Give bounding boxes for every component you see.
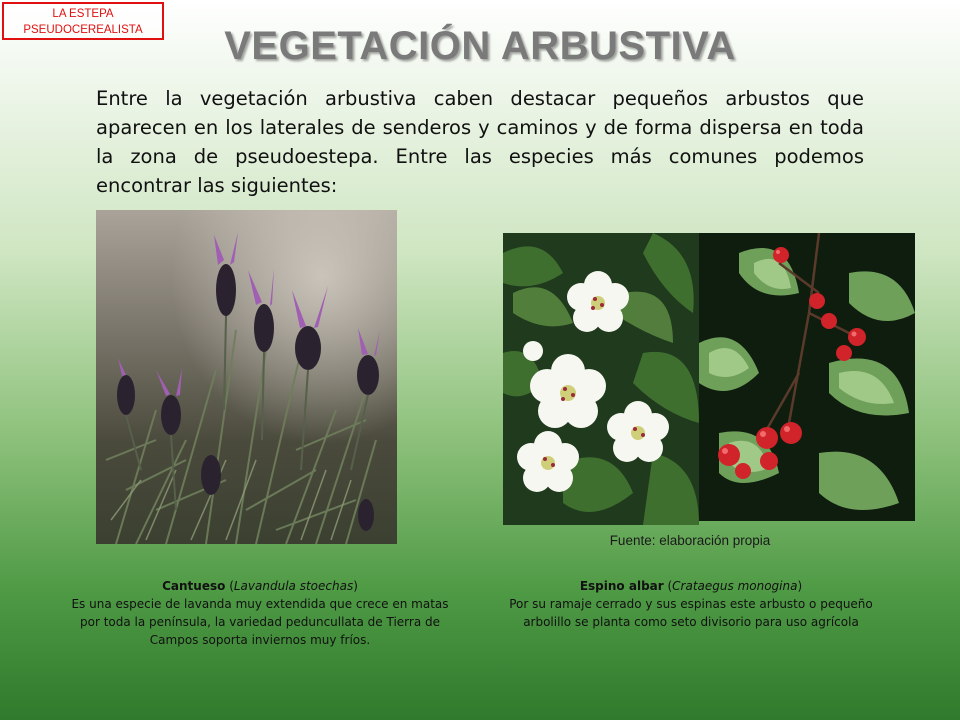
image-source-note: Fuente: elaboración propia	[609, 533, 771, 548]
espino-berries-photo	[699, 233, 915, 521]
espino-name: Espino albar	[579, 579, 664, 593]
espino-caption	[500, 577, 882, 631]
cantueso-caption	[70, 577, 450, 649]
espino-latin-name: Crataegus monogina	[672, 579, 798, 593]
page-title: VEGETACIÓN ARBUSTIVA	[224, 24, 736, 68]
espino-description: Por su ramaje cerrado y sus espinas este arbusto o pequeño arbolillo se planta como seto divisorio para uso agrícola	[509, 597, 873, 629]
cantueso-photo	[96, 210, 397, 544]
cantueso-caption-title: Cantueso (Lavandula stoechas)	[162, 579, 358, 593]
cantueso-description: Es una especie de lavanda muy extendida que crece en matas por toda la península, la variedad peduncullata de Tierra de Campos soporta inviernos muy fríos.	[71, 597, 449, 647]
espino-caption-title: Espino albar (Crataegus monogina)	[579, 579, 803, 593]
section-tag-line2: PSEUDOCEREALISTA	[23, 24, 143, 36]
espino-flowers-photo	[503, 233, 699, 525]
cantueso-name: Cantueso	[162, 579, 226, 593]
intro-paragraph: Entre la vegetación arbustiva caben destacar pequeños arbustos que aparecen en los laterales de senderos y caminos y de forma dispersa en toda la zona de pseudoestepa. Entre las especies más comunes podemos encontrar las siguientes:	[96, 87, 864, 197]
section-tag-line1: LA ESTEPA	[52, 8, 114, 20]
cantueso-latin-name: Lavandula stoechas	[233, 579, 354, 593]
